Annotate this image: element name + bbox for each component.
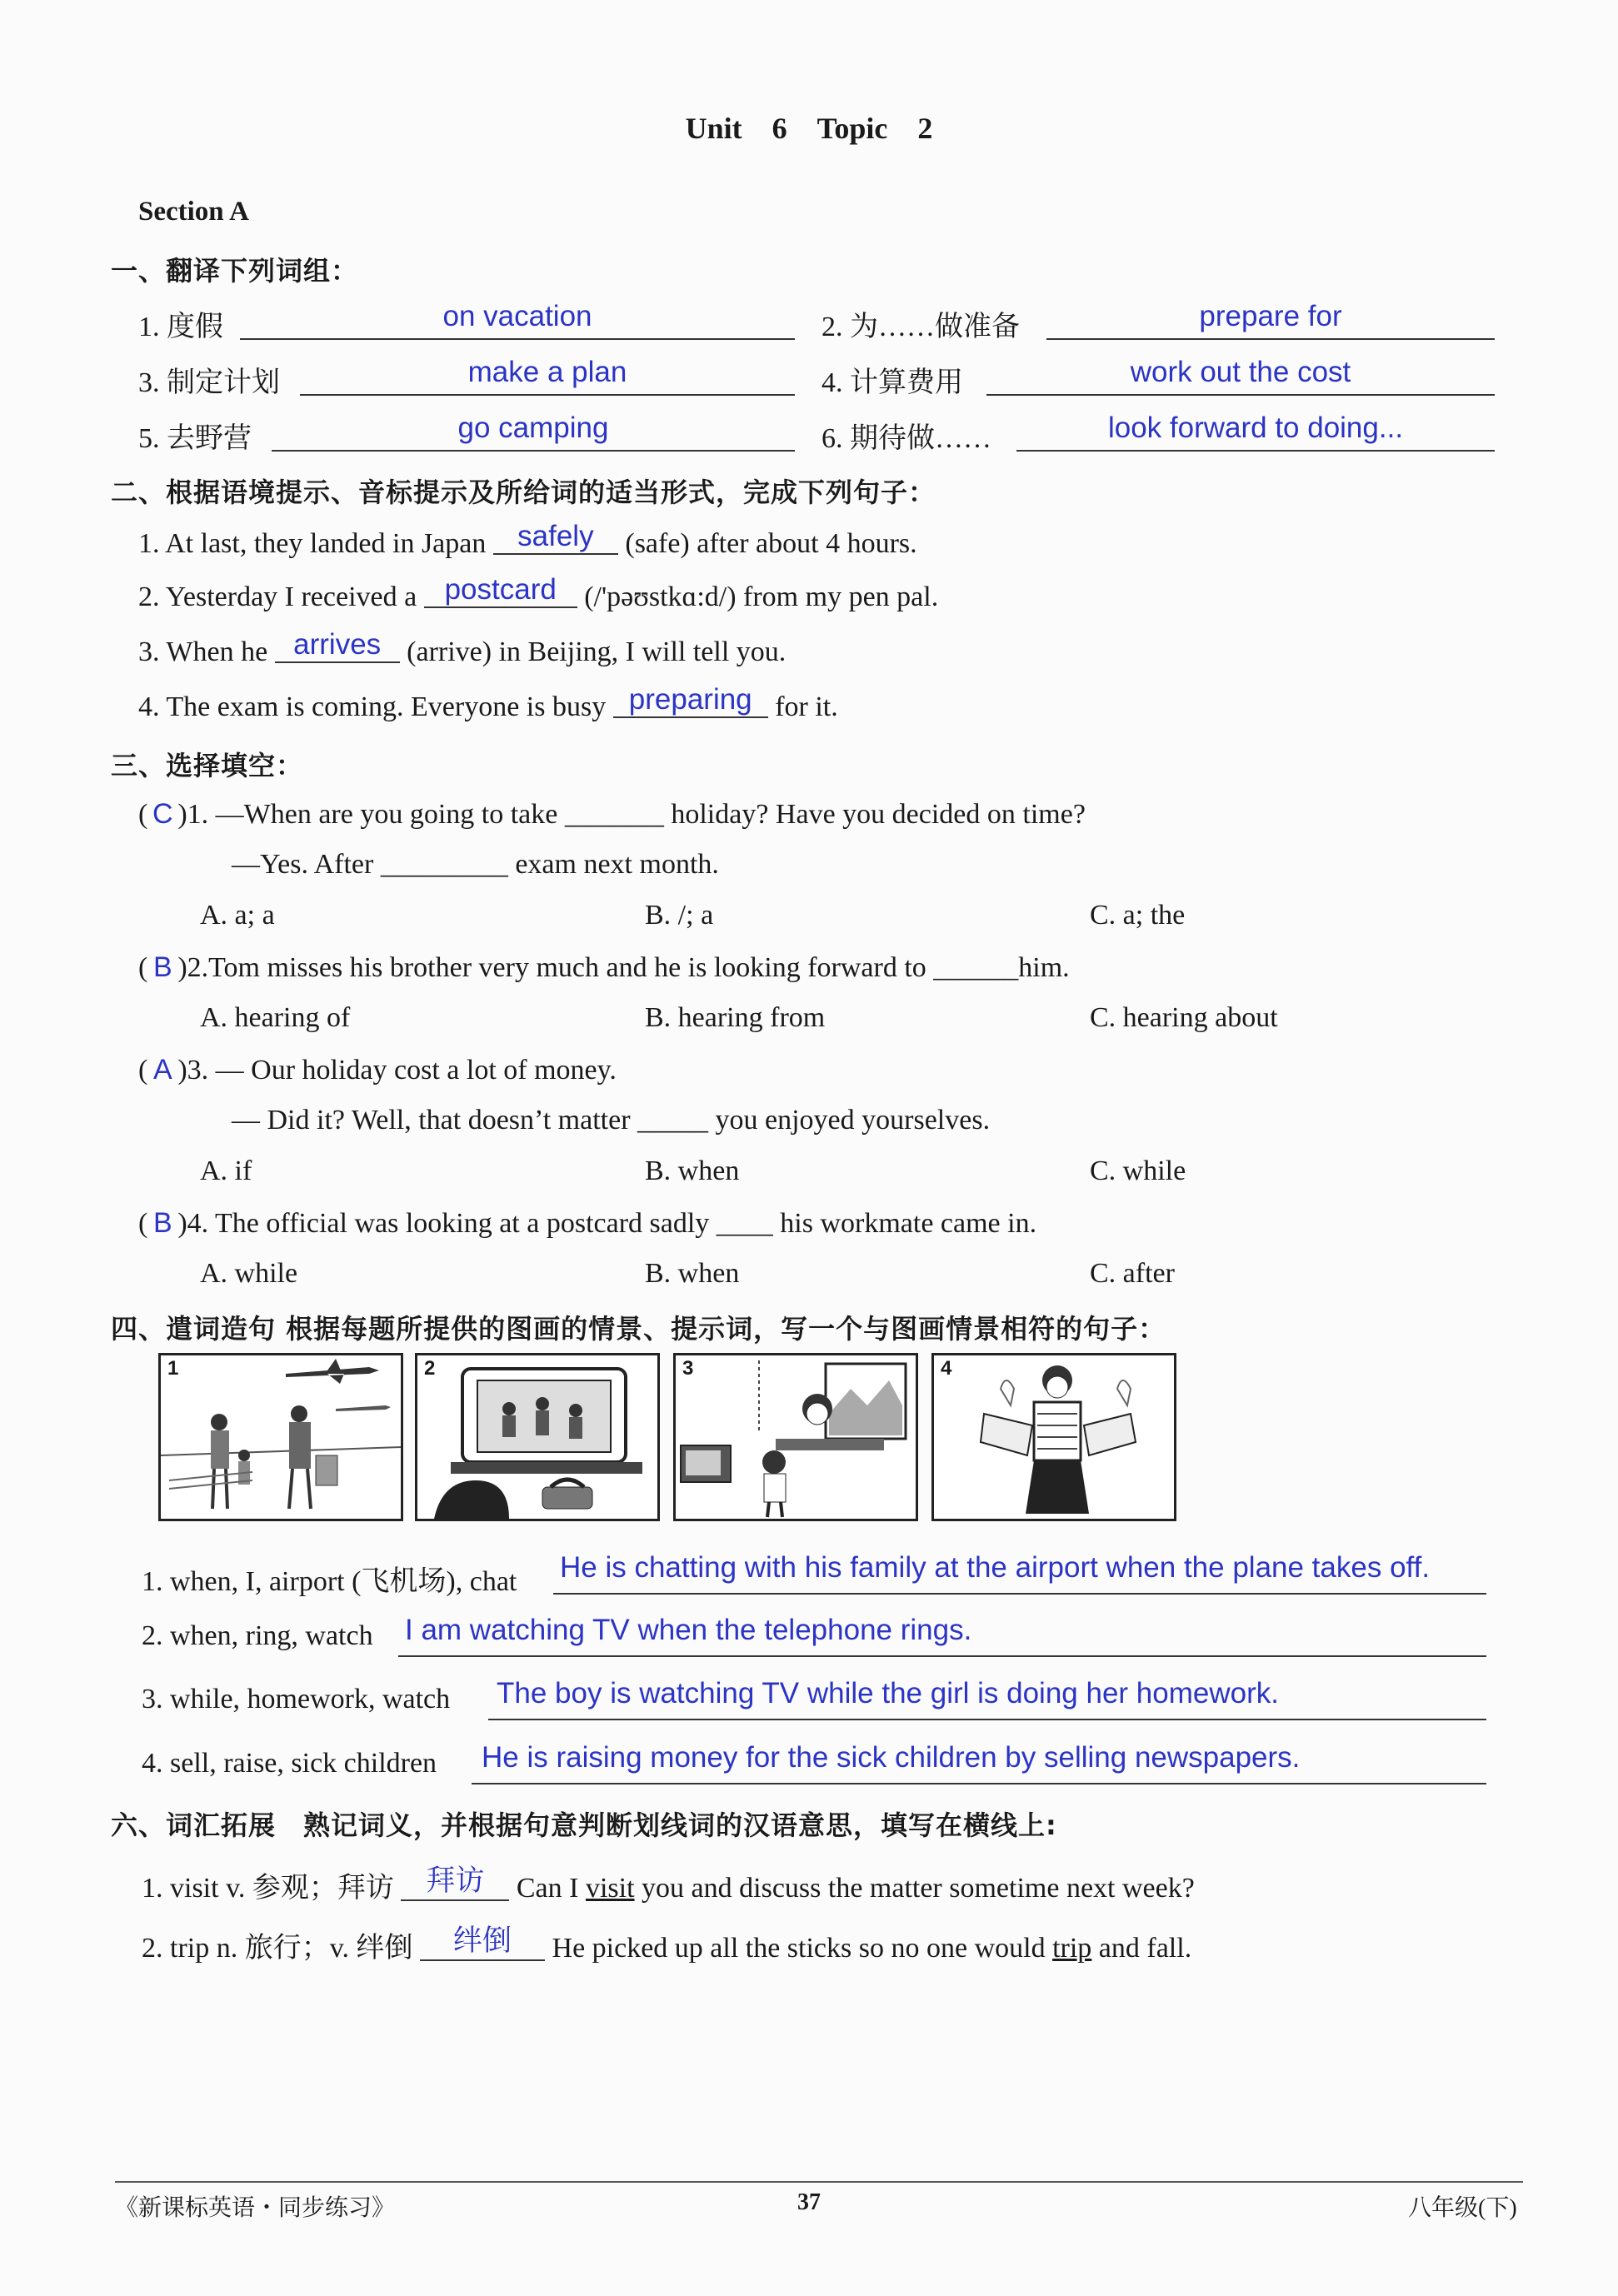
picture-1-airport: 1 bbox=[158, 1353, 403, 1521]
picture-2-tv-phone: 2 bbox=[415, 1353, 660, 1521]
mc-q3-option-c[interactable]: C. while bbox=[1090, 1155, 1186, 1186]
part2-before-2: 2. Yesterday I received a bbox=[138, 581, 417, 612]
mc-q2-option-b[interactable]: B. hearing from bbox=[645, 1002, 826, 1033]
part1-label-4: 4. 计算费用 bbox=[821, 367, 963, 398]
part4-line-4 bbox=[472, 1783, 1486, 1784]
part6-label-2: 2. trip n. 旅行；v. 绊倒 bbox=[142, 1933, 413, 1964]
mc-q1-option-a[interactable]: A. a; a bbox=[200, 900, 275, 931]
part4-answer-2[interactable]: I am watching TV when the telephone rings. bbox=[405, 1614, 972, 1646]
footer-book-title: 《新课标英语・同步练习》 bbox=[115, 2195, 396, 2221]
part3-heading: 三、选择填空： bbox=[111, 750, 304, 781]
part1-label-5: 5. 去野营 bbox=[138, 423, 252, 454]
part1-line-3 bbox=[300, 394, 795, 396]
part1-line-1 bbox=[240, 338, 795, 340]
part2-after-4: for it. bbox=[775, 691, 838, 722]
part1-answer-1[interactable]: on vacation bbox=[442, 300, 592, 332]
mc-question-4: ( B )4. The official was looking at a postcard sadly ____ his workmate came in. bbox=[138, 1207, 1037, 1239]
part1-answer-6[interactable]: look forward to doing... bbox=[1107, 412, 1404, 444]
newspaper-seller-illustration bbox=[934, 1355, 1174, 1519]
picture-4-newspaper: 4 bbox=[931, 1353, 1176, 1521]
part1-answer-4[interactable]: work out the cost bbox=[1130, 356, 1351, 388]
mc-q3-line2: — Did it? Well, that doesn’t matter _____ you enjoyed yourselves. bbox=[232, 1105, 991, 1136]
part1-heading: 一、翻译下列词组： bbox=[111, 255, 359, 287]
part2-answer-4[interactable]: preparing bbox=[613, 683, 768, 718]
tv-phone-illustration bbox=[417, 1355, 657, 1519]
part6-heading: 六、词汇拓展 熟记词义，并根据句意判断划线词的汉语意思，填写在横线上: bbox=[111, 1809, 1057, 1841]
mc-q1-line2: —Yes. After _________ exam next month. bbox=[232, 849, 719, 880]
footer-divider bbox=[115, 2181, 1523, 2183]
mc-q1-option-b[interactable]: B. /; a bbox=[645, 900, 714, 931]
part6-row-2 bbox=[142, 1924, 1191, 1968]
part2-before-3: 3. When he bbox=[138, 636, 268, 667]
homework-illustration bbox=[676, 1355, 916, 1519]
part1-line-6 bbox=[1016, 450, 1495, 452]
part4-line-1 bbox=[553, 1593, 1486, 1595]
part1-line-5 bbox=[272, 450, 795, 452]
part2-answer-1[interactable]: safely bbox=[493, 520, 618, 555]
part2-after-1: (safe) after about 4 hours. bbox=[625, 528, 917, 559]
mc-q3-option-a[interactable]: A. if bbox=[200, 1155, 252, 1186]
mc-q2-line1: )2.Tom misses his brother very much and he is looking forward to ______him. bbox=[177, 952, 1070, 983]
page-title: Unit 6 Topic 2 bbox=[685, 112, 933, 145]
part4-line-3 bbox=[488, 1719, 1486, 1720]
part4-answer-3[interactable]: The boy is watching TV while the girl is doing her homework. bbox=[497, 1677, 1279, 1710]
part1-label-1: 1. 度假 bbox=[138, 312, 223, 342]
section-label: Section A bbox=[138, 197, 249, 227]
footer-grade: 八年级(下) bbox=[1408, 2195, 1517, 2221]
part2-heading: 二、根据语境提示、音标提示及所给词的适当形式，完成下列句子： bbox=[111, 477, 936, 508]
part2-before-1: 1. At last, they landed in Japan bbox=[138, 528, 487, 559]
part2-sentence-1 bbox=[138, 520, 917, 562]
part6-word-2: trip bbox=[1052, 1933, 1092, 1964]
part1-label-3: 3. 制定计划 bbox=[138, 367, 280, 398]
mc-q2-option-c[interactable]: C. hearing about bbox=[1090, 1002, 1278, 1033]
mc-answer-4[interactable]: B bbox=[152, 1207, 172, 1239]
picture-3-homework: 3 bbox=[673, 1353, 918, 1521]
part2-before-4: 4. The exam is coming. Everyone is busy bbox=[138, 691, 607, 722]
mc-q4-option-c[interactable]: C. after bbox=[1090, 1258, 1175, 1289]
mc-answer-2[interactable]: B bbox=[152, 951, 172, 983]
part4-heading: 四、遣词造句 根据每题所提供的图画的情景、提示词，写一个与图画情景相符的句子： bbox=[111, 1313, 1166, 1345]
part1-line-4 bbox=[986, 394, 1495, 396]
mc-q4-line1: )4. The official was looking at a postcard sadly ____ his workmate came in. bbox=[177, 1208, 1037, 1239]
part2-answer-2[interactable]: postcard bbox=[424, 573, 577, 608]
mc-q1-line1: )1. —When are you going to take _______ holiday? Have you decided on time? bbox=[177, 799, 1086, 830]
part6-answer-2[interactable]: 绊倒 bbox=[420, 1918, 545, 1961]
part2-sentence-4 bbox=[138, 683, 838, 725]
part4-answer-4[interactable]: He is raising money for the sick children by selling newspapers. bbox=[482, 1741, 1301, 1774]
part2-sentence-2 bbox=[138, 573, 939, 615]
part6-post-1: you and discuss the matter sometime next week? bbox=[642, 1873, 1195, 1904]
part1-answer-5[interactable]: go camping bbox=[457, 412, 609, 444]
part4-prompt-2: 2. when, ring, watch bbox=[142, 1620, 373, 1651]
mc-answer-3[interactable]: A bbox=[152, 1054, 172, 1086]
part6-pre-2: He picked up all the sticks so no one would bbox=[552, 1933, 1046, 1964]
airport-illustration bbox=[161, 1355, 401, 1519]
part2-after-3: (arrive) in Beijing, I will tell you. bbox=[407, 636, 787, 667]
mc-q1-option-c[interactable]: C. a; the bbox=[1090, 900, 1186, 931]
part1-answer-2[interactable]: prepare for bbox=[1199, 300, 1342, 332]
mc-q4-option-a[interactable]: A. while bbox=[200, 1258, 298, 1289]
part2-sentence-3 bbox=[138, 628, 787, 670]
mc-question-3: ( A )3. — Our holiday cost a lot of money. bbox=[138, 1054, 617, 1086]
mc-q4-option-b[interactable]: B. when bbox=[645, 1258, 740, 1289]
part6-row-1 bbox=[142, 1864, 1195, 1908]
part6-label-1: 1. visit v. 参观；拜访 bbox=[142, 1873, 394, 1904]
part1-answer-3[interactable]: make a plan bbox=[467, 356, 627, 388]
mc-q3-option-b[interactable]: B. when bbox=[645, 1155, 740, 1186]
part6-pre-1: Can I bbox=[516, 1873, 579, 1904]
mc-q3-line1: )3. — Our holiday cost a lot of money. bbox=[177, 1055, 617, 1086]
mc-answer-1[interactable]: C bbox=[152, 798, 173, 830]
part6-answer-1[interactable]: 拜访 bbox=[401, 1858, 509, 1901]
part4-prompt-1: 1. when, I, airport (飞机场), chat bbox=[142, 1566, 517, 1597]
mc-q2-option-a[interactable]: A. hearing of bbox=[200, 1002, 351, 1033]
part6-word-1: visit bbox=[585, 1873, 635, 1904]
part2-after-2: (/'pəʊstkɑ:d/) from my pen pal. bbox=[584, 581, 939, 612]
part1-line-2 bbox=[1046, 338, 1495, 340]
part4-line-2 bbox=[398, 1655, 1486, 1657]
part4-prompt-4: 4. sell, raise, sick children bbox=[142, 1748, 437, 1779]
mc-question-2: ( B )2.Tom misses his brother very much and he is looking forward to ______him. bbox=[138, 951, 1070, 983]
mc-question-1: ( C )1. —When are you going to take _______ holiday? Have you decided on time? bbox=[138, 798, 1086, 830]
part2-answer-3[interactable]: arrives bbox=[275, 628, 400, 663]
page-number: 37 bbox=[797, 2189, 821, 2215]
part4-prompt-3: 3. while, homework, watch bbox=[142, 1684, 451, 1715]
part1-label-2: 2. 为……做准备 bbox=[821, 312, 1020, 342]
part4-answer-1[interactable]: He is chatting with his family at the airport when the plane takes off. bbox=[560, 1551, 1431, 1584]
part1-label-6: 6. 期待做…… bbox=[821, 423, 991, 454]
part6-post-2: and fall. bbox=[1098, 1933, 1192, 1964]
